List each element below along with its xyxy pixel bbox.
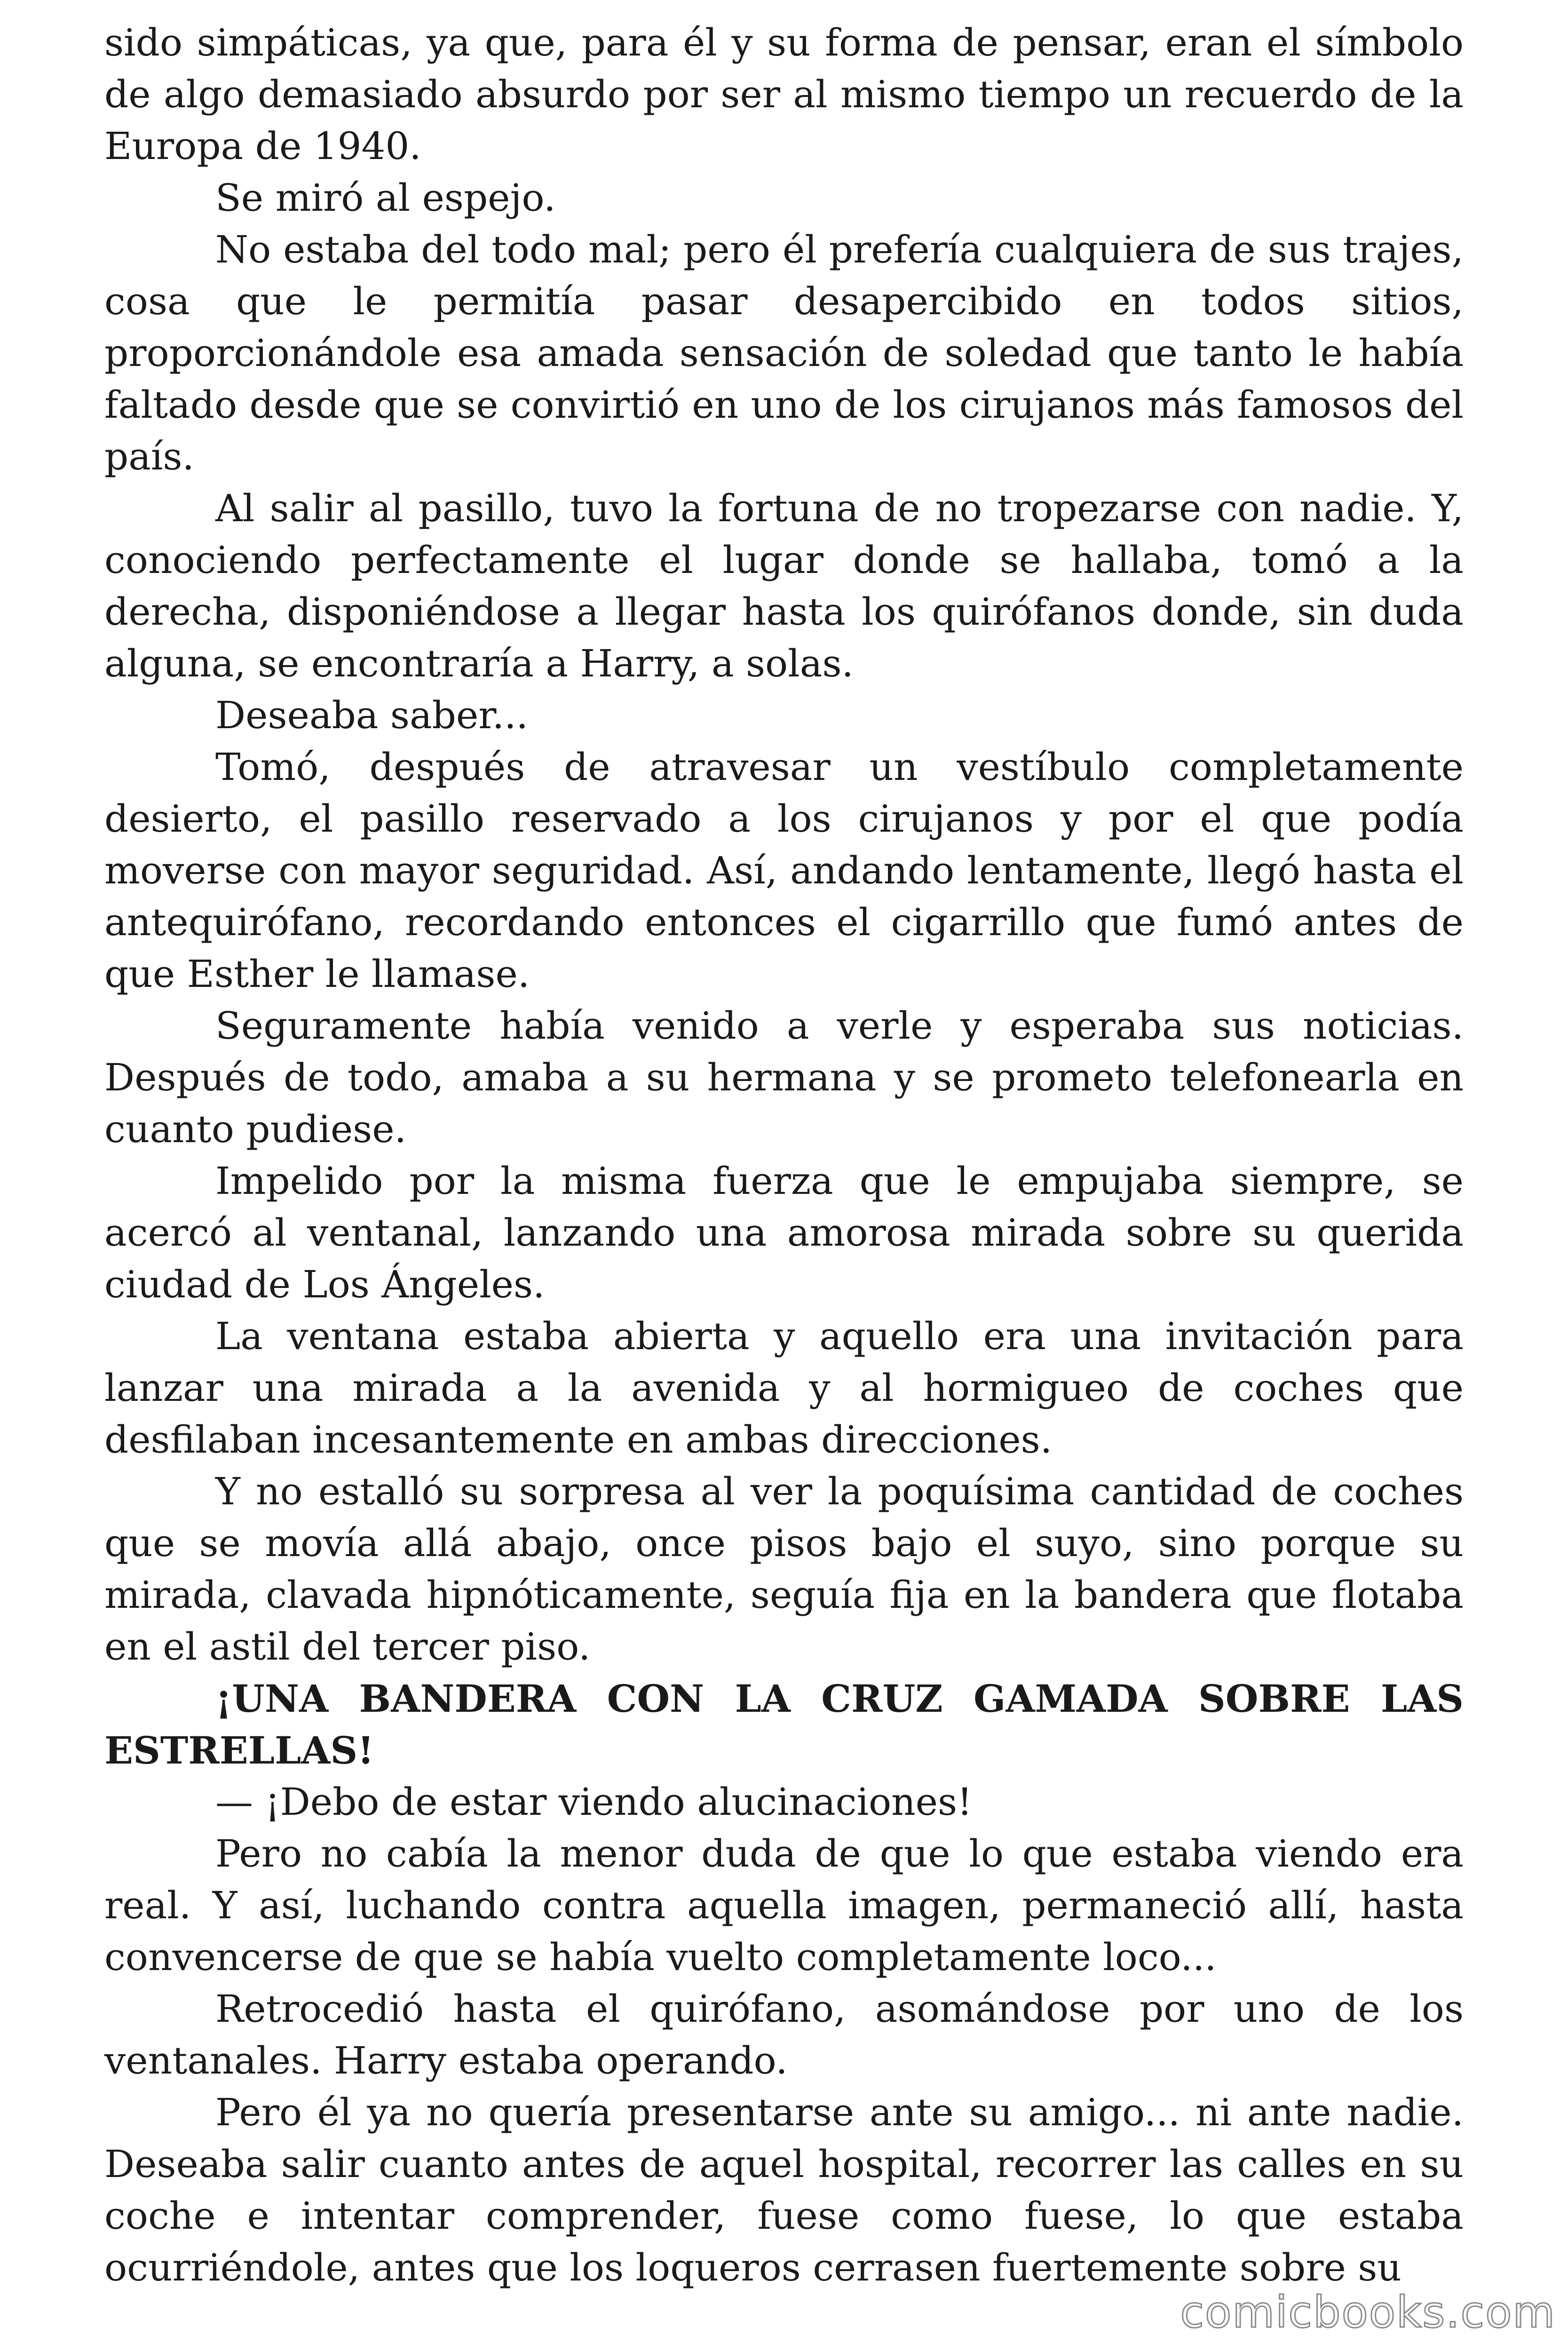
paragraph: Seguramente había venido a verle y esperaba sus noticias. Después de todo, amaba a su hermana y se prometo telefonearla en cuanto pudiese. [104,1004,1464,1151]
paragraph: sido simpáticas, ya que, para él y su forma de pensar, eran el símbolo de algo demasiado absurdo por ser al mismo tiempo un recuerdo de la Europa de 1940. [104,21,1464,168]
paragraph: Y no estalló su sorpresa al ver la poquísima cantidad de coches que se movía allá abajo, once pisos bajo el suyo, sino porque su mirada, clavada hipnóticamente, seguía fija en la bandera que flotaba en el astil del tercer piso. [104,1470,1464,1669]
book-page [104,17,1464,2294]
paragraph: Retrocedió hasta el quirófano, asomándose por uno de los ventanales. Harry estaba operando. [104,1987,1464,2082]
paragraph: Impelido por la misma fuerza que le empujaba siempre, se acercó al ventanal, lanzando una amorosa mirada sobre su querida ciudad de Los Ángeles. [104,1159,1464,1306]
paragraph: Se miró al espejo. [215,176,556,220]
paragraph: Deseaba saber... [215,693,528,737]
paragraph: Pero él ya no quería presentarse ante su amigo... ni ante nadie. Deseaba salir cuanto antes de aquel hospital, recorrer las calles en su coche e intentar comprender, fuese como fuese, lo que estaba ocurriéndole, antes que los loqueros cerrasen fuertemente sobre su [104,2090,1464,2289]
headline-paragraph: ¡UNA BANDERA CON LA CRUZ GAMADA SOBRE LAS ESTRELLAS! [104,1677,1464,1772]
dialogue-paragraph: — ¡Debo de estar viendo alucinaciones! [215,1780,973,1824]
paragraph: Tomó, después de atravesar un vestíbulo completamente desierto, el pasillo reservado a los cirujanos y por el que podía moverse con mayor seguridad. Así, andando lentamente, llegó hasta el antequirófano, recordando entonces el cigarrillo que fumó antes de que Esther le llamase. [104,745,1464,996]
paragraph: No estaba del todo mal; pero él prefería cualquiera de sus trajes, cosa que le permitía pasar desapercibido en todos sitios, proporcionándole esa amada sensación de soledad que tanto le había faltado desde que se convirtió en uno de los cirujanos más famosos del país. [104,228,1464,478]
watermark-text: comicbooks.com [1180,2287,1556,2337]
paragraph: Pero no cabía la menor duda de que lo que estaba viendo era real. Y así, luchando contra aquella imagen, permaneció allí, hasta convencerse de que se había vuelto completamente loco... [104,1832,1464,1979]
paragraph: La ventana estaba abierta y aquello era una invitación para lanzar una mirada a la avenida y al hormigueo de coches que desfilaban incesantemente en ambas direcciones. [104,1314,1464,1462]
paragraph: Al salir al pasillo, tuvo la fortuna de no tropezarse con nadie. Y, conociendo perfectamente el lugar donde se hallaba, tomó a la derecha, disponiéndose a llegar hasta los quirófanos donde, sin duda alguna, se encontraría a Harry, a solas. [104,486,1464,685]
